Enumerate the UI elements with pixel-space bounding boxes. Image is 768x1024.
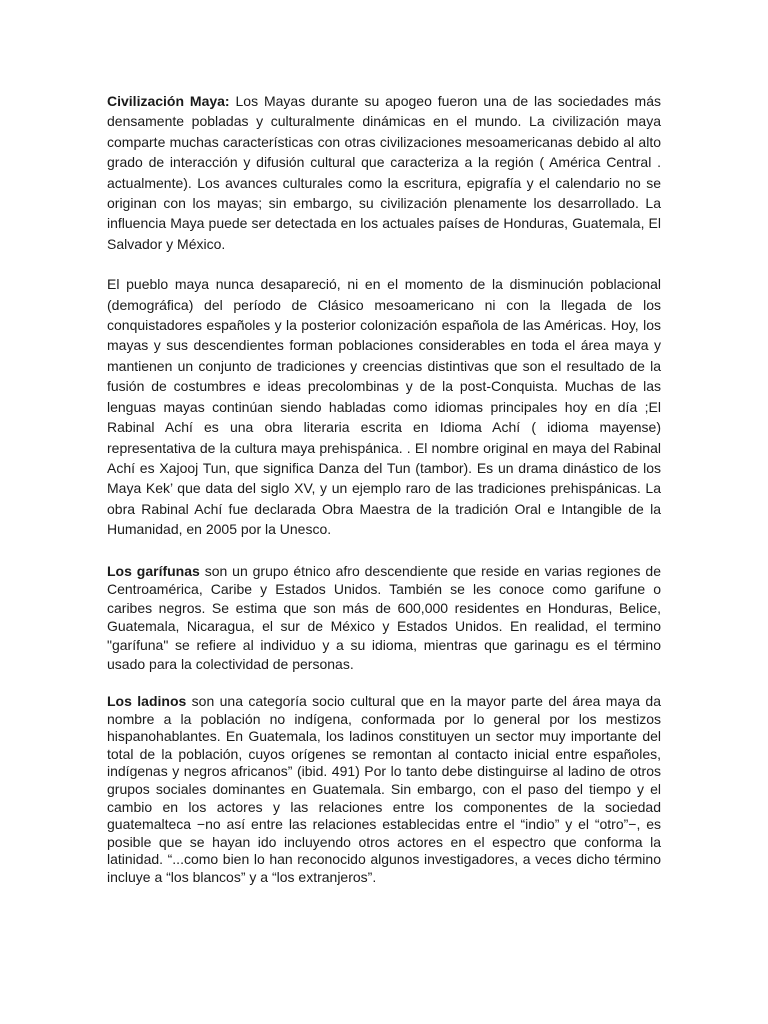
paragraph-civilizacion-maya (107, 91, 661, 254)
paragraph-body: Los Mayas durante su apogeo fueron una de las sociedades más densamente pobladas y culturalmente dinámicas en el mundo. La civilización maya comparte muchas características con otras civilizaciones mesoamericanas debido al alto grado de interacción y difusión cultural que caracteriza a la región ( América Central . actualmente). Los avances culturales como la escritura, epigrafía y el calendario no se originan con los mayas; sin embargo, su civilización plenamente los desarrollado. La influencia Maya puede ser detectada en los actuales países de Honduras, Guatemala, El Salvador y México. (107, 93, 662, 252)
paragraph-ladinos (107, 693, 661, 887)
paragraph-heading: Los ladinos (107, 693, 187, 710)
paragraph-heading: Civilización Maya: (107, 93, 230, 109)
paragraph-garifunas (107, 562, 661, 674)
document-page (107, 91, 661, 887)
paragraph-body: El pueblo maya nunca desapareció, ni en el momento de la disminución poblacional (demográfica) del período de Clásico mesoamericano ni con la llegada de los conquistadores españoles y la posterior colonización española de las Américas. Hoy, los mayas y sus descendientes forman poblaciones considerables en toda el área maya y mantienen un conjunto de tradiciones y creencias distintivas que son el resultado de la fusión de costumbres e ideas precolombinas y de la post-Conquista. Muchas de las lenguas mayas continúan siendo habladas como idiomas principales hoy en día ;El Rabinal Achí es una obra literaria escrita en Idioma Achí ( idioma mayense) representativa de la cultura maya prehispánica. . El nombre original en maya del Rabinal Achí es Xajooj Tun, que significa Danza del Tun (tambor). Es un drama dinástico de los Maya Kek’ que data del siglo XV, y un ejemplo raro de las tradiciones prehispánicas. La obra Rabinal Achí fue declarada Obra Maestra de la tradición Oral e Intangible de la Humanidad, en 2005 por la Unesco. (107, 276, 661, 538)
paragraph-pueblo-maya (107, 274, 661, 539)
paragraph-body: son una categoría socio cultural que en la mayor parte del área maya da nombre a la población no indígena, conformada por lo general por los mestizos hispanohablantes. En Guatemala, los ladinos constituyen un sector muy importante del total de la población, cuyos orígenes se remontan al contacto inicial entre españoles, indígenas y negros africanos” (ibid. 491) Por lo tanto debe distinguirse al ladino de otros grupos sociales dominantes en Guatemala. Sin embargo, con el paso del tiempo y el cambio en los actores y las relaciones entre los componentes de la sociedad guatemalteca −no así entre las relaciones establecidas entre el “indio” y el “otro”−, es posible que se hayan ido incluyendo otros actores en el espectro que conforma la latinidad. “...como bien lo han reconocido algunos investigadores, a veces dicho término incluye a “los blancos” y a “los extranjeros”. (107, 693, 661, 886)
paragraph-body: son un grupo étnico afro descendiente que reside en varias regiones de Centroamérica, Caribe y Estados Unidos. También se les conoce como garifune o caribes negros. Se estima que son más de 600,000 residentes en Honduras, Belice, Guatemala, Nicaragua, el sur de México y Estados Unidos. En realidad, el termino "garífuna" se refiere al individuo y a su idioma, mientras que garinagu es el término usado para la colectividad de personas. (107, 562, 661, 672)
paragraph-heading: Los garífunas (107, 562, 200, 579)
